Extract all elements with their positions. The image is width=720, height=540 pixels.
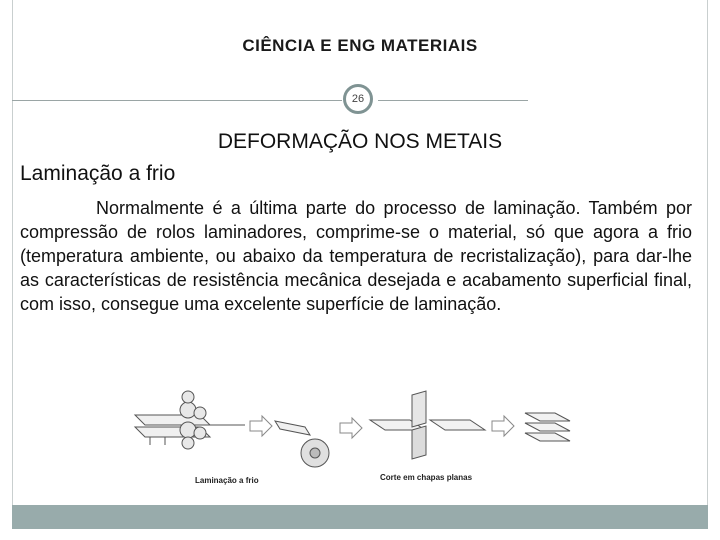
cold-rolling-figure <box>130 385 590 495</box>
slide-heading: DEFORMAÇÃO NOS METAIS <box>217 130 503 153</box>
arrow-icon <box>340 418 362 438</box>
figure-caption-right: Corte em chapas planas <box>380 473 473 482</box>
arrow-icon <box>492 416 514 436</box>
body-paragraph: Normalmente é a última parte do processo de laminação. Também por compressão de rolos laminadores, comprime-se o material, só que agora a frio (temperatura ambiente, ou abaixo da temperatura de recristalização), para dar-lhe as características de resistência mecânica desejada e acabamento superficial final, com isso, consegue uma excelente superfície de laminação. <box>20 198 692 314</box>
stacked-plates-illustration <box>525 413 570 441</box>
footer-bar <box>12 505 708 529</box>
coiler-illustration <box>275 421 329 467</box>
arrow-icon <box>250 416 272 436</box>
figure-caption-left: Laminação a frio <box>195 476 259 485</box>
shear-illustration <box>370 391 485 459</box>
page-number: 26 <box>343 84 373 114</box>
rolling-mill-illustration <box>135 391 245 449</box>
header-rule-right <box>378 100 528 101</box>
header-rule-left <box>12 100 342 101</box>
header-title: CIÊNCIA E ENG MATERIAIS <box>242 36 478 55</box>
section-title: Laminação a frio <box>20 162 176 185</box>
